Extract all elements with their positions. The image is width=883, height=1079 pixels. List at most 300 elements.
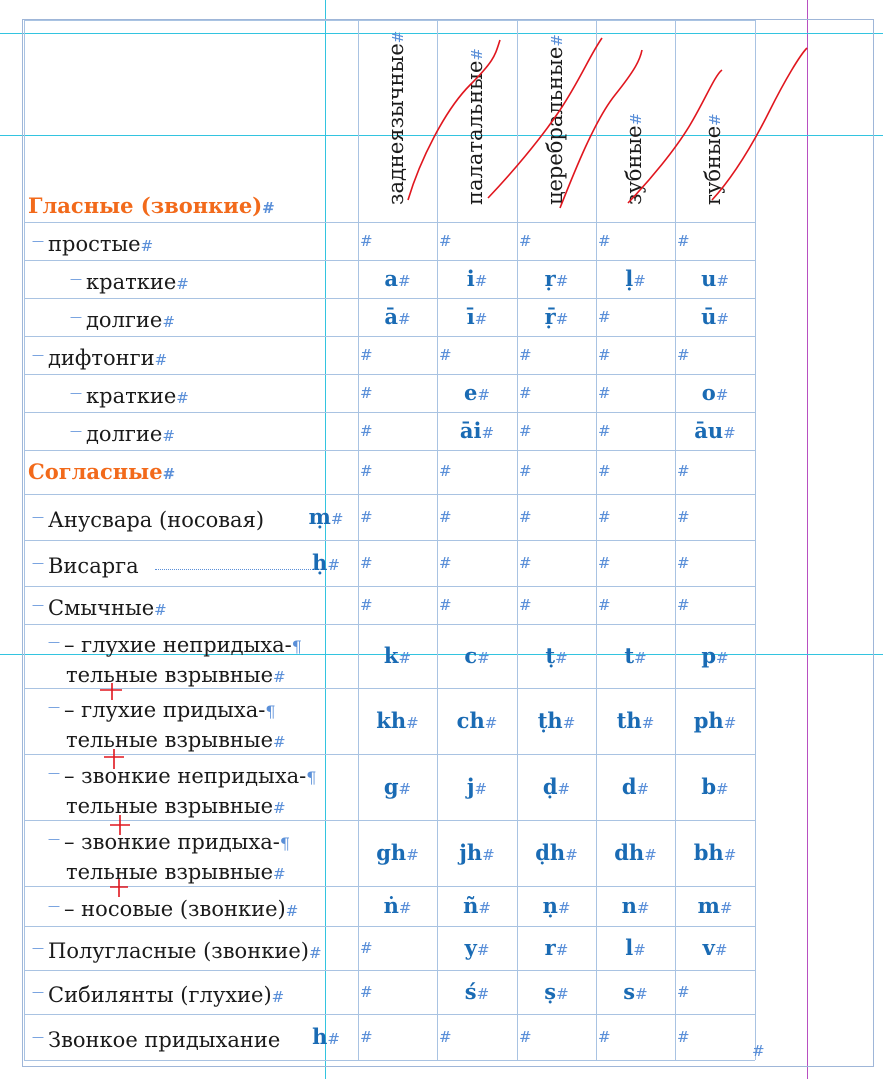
row-label-text: – носовые (звонкие) (64, 897, 286, 921)
grid-hline (24, 624, 755, 625)
phoneme-cell (358, 266, 437, 291)
phoneme-cell (437, 418, 517, 443)
grid-hline (24, 1060, 755, 1061)
phoneme-text: bh (693, 840, 724, 865)
dash-marker: — (48, 832, 60, 846)
dash-marker: — (70, 310, 82, 324)
hash-marker: # (398, 899, 412, 917)
phoneme-cell (675, 643, 755, 668)
grid-hline (24, 494, 755, 495)
hash-marker: # (555, 272, 569, 290)
phoneme-cell (358, 893, 437, 918)
empty-cell-marker: # (677, 462, 690, 480)
row-label (70, 304, 175, 335)
phoneme-cell (517, 840, 596, 865)
phoneme-text: o (701, 380, 716, 405)
phoneme-cell (596, 266, 675, 291)
phoneme-cell (675, 266, 755, 291)
empty-cell-marker: # (677, 508, 690, 526)
column-header (463, 48, 487, 205)
dash-marker: — (32, 598, 44, 612)
phoneme-cell (437, 304, 517, 329)
column-header (701, 113, 725, 205)
row-label-text: простые (48, 232, 141, 256)
dash-marker: — (32, 556, 44, 570)
hash-marker: # (565, 846, 578, 864)
pilcrow-marker: ¶ (265, 702, 276, 721)
hash-marker: # (633, 941, 646, 959)
hash-marker: # (481, 424, 495, 442)
leader-dots (155, 569, 315, 570)
phoneme-text: ś (464, 979, 477, 1004)
hash-marker: # (633, 272, 646, 290)
phoneme-cell (596, 935, 675, 960)
hash-marker: # (176, 389, 189, 407)
hash-marker: # (719, 899, 733, 917)
hash-marker: # (162, 465, 176, 483)
empty-cell-marker: # (598, 508, 611, 526)
dash-marker: — (32, 985, 44, 999)
row-label-tail (306, 504, 346, 529)
row-label-text: Висарга (48, 554, 139, 578)
row-label (32, 592, 167, 623)
grid-hline (24, 336, 755, 337)
hash-marker: # (285, 902, 299, 920)
row-label-text: Смычные (48, 596, 155, 620)
dash-marker: — (48, 700, 60, 714)
hash-marker: # (398, 310, 411, 328)
empty-cell-marker: # (677, 232, 690, 250)
phoneme-text: ḍh (535, 840, 566, 865)
row-label (32, 504, 264, 533)
phoneme-text: ṛ (544, 266, 556, 291)
dash-marker: — (32, 510, 44, 524)
grid-vline (755, 20, 756, 1060)
phoneme-cell (437, 708, 517, 733)
grid-hline (24, 412, 755, 413)
empty-cell-marker: # (439, 508, 452, 526)
phoneme-text: b (701, 774, 717, 799)
row-label (32, 1024, 280, 1053)
phoneme-text: āi (459, 418, 482, 443)
hash-marker: # (474, 780, 488, 798)
phoneme-text: a (384, 266, 399, 291)
empty-cell-marker: # (360, 554, 373, 572)
phoneme-cell (517, 935, 596, 960)
phoneme-cell (675, 893, 755, 918)
row-label-text: – звонкие придыха- (64, 830, 280, 854)
phoneme-cell (675, 840, 755, 865)
hash-marker: # (644, 846, 657, 864)
row-label-tail (306, 550, 346, 575)
hash-marker: # (273, 733, 286, 751)
hash-marker: # (154, 351, 168, 369)
phoneme-text: th (616, 708, 642, 733)
empty-cell-marker: # (439, 554, 452, 572)
row-label (48, 893, 298, 924)
row-label-text: краткие (86, 384, 177, 408)
hash-marker: # (308, 944, 322, 962)
empty-cell-marker: # (598, 554, 611, 572)
hash-marker: # (330, 510, 344, 528)
empty-cell-marker: # (360, 939, 373, 957)
row-label-line2 (48, 792, 316, 822)
empty-cell-marker: # (360, 384, 373, 402)
empty-cell-marker: # (598, 232, 611, 250)
hash-marker: # (406, 714, 419, 732)
hash-marker: # (162, 313, 175, 331)
phoneme-text: ṭh (537, 708, 563, 733)
phoneme-cell (437, 979, 517, 1004)
hash-marker: # (634, 649, 647, 667)
dash-marker: — (48, 766, 60, 780)
hash-marker: # (636, 780, 650, 798)
row-label (32, 228, 153, 259)
row-label-text: тельные взрывные (66, 794, 274, 818)
phoneme-text: e (464, 380, 478, 405)
empty-cell-marker: # (598, 384, 611, 402)
dash-marker: — (48, 635, 60, 649)
row-label-text: тельные взрывные (66, 860, 274, 884)
row-label-text: Анусвара (носовая) (48, 508, 265, 532)
phoneme-cell (596, 840, 675, 865)
pilcrow-marker: ¶ (279, 834, 291, 853)
phoneme-text: y (464, 935, 477, 960)
phoneme-text: ṣ (544, 979, 557, 1004)
dash-marker: — (70, 272, 82, 286)
empty-cell-marker: # (598, 346, 611, 364)
phoneme-text: gh (376, 840, 407, 865)
row-label-text: тельные взрывные (66, 663, 274, 687)
phoneme-cell (675, 774, 755, 799)
grid-hline (24, 1014, 755, 1015)
phoneme-text: ṝ (544, 304, 556, 329)
hash-marker: # (716, 780, 729, 798)
row-label-tail-text: ḥ (312, 550, 328, 575)
hash-marker: # (474, 272, 488, 290)
empty-cell-marker: # (598, 308, 611, 326)
empty-cell-marker: # (598, 596, 611, 614)
phoneme-text: ī (466, 304, 475, 329)
empty-cell-marker: # (677, 554, 690, 572)
phoneme-text: i (466, 266, 475, 291)
grid-hline (24, 260, 755, 261)
phoneme-cell (596, 774, 675, 799)
phoneme-text: ch (456, 708, 485, 733)
row-label-line1 (48, 693, 286, 726)
grid-hline (24, 540, 755, 541)
hash-marker: # (557, 899, 571, 917)
empty-cell-marker: # (439, 232, 452, 250)
row-label-line2 (48, 726, 286, 756)
row-label-line2 (48, 661, 302, 691)
empty-cell-marker: # (677, 346, 690, 364)
phoneme-cell (358, 774, 437, 799)
empty-cell-marker: # (519, 1028, 532, 1046)
phoneme-text: d (621, 774, 637, 799)
phoneme-cell (358, 304, 437, 329)
empty-cell-marker: # (439, 462, 452, 480)
phoneme-cell (437, 643, 517, 668)
hash-marker: # (398, 780, 412, 798)
hash-marker: # (557, 780, 571, 798)
hash-marker: # (636, 899, 650, 917)
hash-marker: # (706, 113, 724, 126)
phoneme-cell (437, 840, 517, 865)
empty-cell-marker: # (360, 422, 373, 440)
phoneme-cell (675, 380, 755, 405)
row-label-line1 (48, 628, 302, 661)
empty-cell-marker: # (519, 462, 532, 480)
dash-marker: — (32, 348, 44, 362)
phoneme-text: s (623, 979, 636, 1004)
row-label-text: краткие (86, 270, 177, 294)
phoneme-cell (358, 643, 437, 668)
section-heading-consonants (28, 459, 175, 487)
phoneme-text: kh (376, 708, 407, 733)
row-label (32, 935, 322, 966)
phoneme-cell (596, 708, 675, 733)
hash-marker: # (398, 649, 412, 667)
hash-marker: # (723, 714, 737, 732)
hash-marker: # (476, 985, 490, 1003)
row-label (70, 266, 189, 297)
empty-cell-marker: # (519, 384, 532, 402)
phoneme-text: g (383, 774, 399, 799)
row-label-tail-text: h (312, 1024, 328, 1049)
row-label-tail-text: ṃ (308, 504, 331, 529)
hash-marker: # (556, 985, 569, 1003)
hash-marker: # (716, 310, 729, 328)
phoneme-text: ā (384, 304, 399, 329)
hash-marker: # (478, 899, 491, 917)
phoneme-cell (517, 979, 596, 1004)
hash-marker: # (723, 846, 737, 864)
table-end-marker: # (752, 1042, 765, 1060)
row-label (70, 380, 189, 411)
hash-marker: # (154, 601, 167, 619)
hash-marker: # (484, 714, 498, 732)
empty-cell-marker: # (439, 1028, 452, 1046)
empty-cell-marker: # (598, 422, 611, 440)
column-header (622, 113, 646, 205)
empty-cell-marker: # (519, 596, 532, 614)
phoneme-text: v (702, 935, 715, 960)
phoneme-text: j (466, 774, 475, 799)
column-header (543, 34, 567, 205)
pilcrow-marker: ¶ (291, 637, 302, 656)
row-label-line2 (48, 858, 290, 888)
row-label (32, 342, 167, 373)
grid-hline (24, 20, 755, 21)
row-label (48, 759, 316, 822)
empty-cell-marker: # (598, 462, 611, 480)
phoneme-text: āu (694, 418, 724, 443)
hash-marker: # (641, 714, 655, 732)
hash-marker: # (562, 714, 576, 732)
phoneme-text: dh (614, 840, 645, 865)
hash-marker: # (176, 275, 189, 293)
phoneme-text: p (701, 643, 717, 668)
hash-marker: # (626, 112, 645, 126)
empty-cell-marker: # (598, 1028, 611, 1046)
empty-cell-marker: # (439, 596, 452, 614)
hash-marker: # (327, 1030, 340, 1048)
hash-marker: # (474, 310, 488, 328)
hash-marker: # (273, 668, 286, 686)
row-label-text: – глухие непридыха- (64, 633, 292, 657)
phoneme-text: ph (693, 708, 724, 733)
phoneme-text: ṅ (383, 893, 399, 918)
row-label-line1 (48, 759, 316, 792)
dash-marker: — (32, 941, 44, 955)
column-header (384, 31, 408, 205)
hash-marker: # (555, 941, 569, 959)
column-header-text: зубные (621, 125, 646, 205)
phoneme-text: k (383, 643, 399, 668)
hash-marker: # (555, 310, 569, 328)
hash-marker: # (482, 846, 495, 864)
row-label-line1 (48, 825, 290, 858)
row-label (48, 628, 302, 691)
hash-marker: # (635, 985, 648, 1003)
phoneme-text: ṇ (542, 893, 558, 918)
row-label-text: Полугласные (звонкие) (48, 939, 309, 963)
phoneme-cell (358, 708, 437, 733)
row-label (48, 693, 286, 756)
phoneme-cell (517, 643, 596, 668)
empty-cell-marker: # (439, 346, 452, 364)
dash-marker: — (32, 234, 44, 248)
empty-cell-marker: # (519, 508, 532, 526)
row-label-text: дифтонги (48, 346, 155, 370)
hash-marker: # (262, 199, 275, 217)
hash-marker: # (162, 427, 175, 445)
row-label-text: Звонкое придыхание (48, 1028, 281, 1052)
hash-marker: # (716, 272, 729, 290)
grid-hline (24, 298, 755, 299)
empty-cell-marker: # (677, 1028, 690, 1046)
column-header-text: церебральные (542, 46, 567, 205)
hash-marker: # (723, 424, 736, 442)
phoneme-cell (675, 935, 755, 960)
hash-marker: # (388, 30, 407, 44)
phoneme-cell (517, 266, 596, 291)
column-header-text: заднеязычные (383, 43, 408, 205)
section-heading-text: Гласные (звонкие) (28, 193, 263, 218)
empty-cell-marker: # (360, 1028, 373, 1046)
phoneme-cell (675, 708, 755, 733)
row-label-text: Сибилянты (глухие) (48, 983, 272, 1007)
phoneme-cell (675, 418, 755, 443)
section-heading-vowels (28, 193, 275, 221)
grid-hline (24, 926, 755, 927)
section-heading-text: Согласные (28, 459, 163, 484)
empty-cell-marker: # (360, 596, 373, 614)
hash-marker: # (716, 649, 729, 667)
phoneme-text: ṭ (545, 643, 556, 668)
row-label-text: – звонкие непридыха- (64, 764, 307, 788)
phoneme-cell (517, 304, 596, 329)
hash-marker: # (477, 386, 490, 404)
phoneme-text: jh (459, 840, 483, 865)
hash-marker: # (273, 865, 286, 883)
phoneme-cell (596, 643, 675, 668)
empty-cell-marker: # (360, 232, 373, 250)
dash-marker: — (48, 899, 60, 913)
phoneme-cell (437, 935, 517, 960)
hash-marker: # (715, 386, 729, 404)
empty-cell-marker: # (677, 596, 690, 614)
row-label-text: долгие (86, 422, 163, 446)
empty-cell-marker: # (360, 346, 373, 364)
phoneme-cell (517, 774, 596, 799)
empty-cell-marker: # (519, 422, 532, 440)
phoneme-cell (437, 774, 517, 799)
phoneme-text: c (464, 643, 478, 668)
phoneme-cell (437, 380, 517, 405)
phoneme-cell (517, 708, 596, 733)
phoneme-cell (596, 893, 675, 918)
phoneme-cell (437, 893, 517, 918)
phoneme-text: u (701, 266, 717, 291)
hash-marker: # (327, 556, 340, 574)
row-label-text: – глухие придыха- (64, 698, 266, 722)
hash-marker: # (476, 941, 490, 959)
phoneme-text: ū (701, 304, 717, 329)
phoneme-text: r (544, 935, 556, 960)
phoneme-cell (596, 979, 675, 1004)
empty-cell-marker: # (677, 983, 690, 1001)
row-label-text: долгие (86, 308, 163, 332)
hash-marker: # (714, 941, 728, 959)
empty-cell-marker: # (519, 346, 532, 364)
hash-marker: # (273, 799, 286, 817)
row-label (32, 550, 139, 579)
empty-cell-marker: # (360, 508, 373, 526)
row-label (70, 418, 175, 449)
phoneme-cell (437, 266, 517, 291)
hash-marker: # (477, 649, 490, 667)
phoneme-text: ḍ (542, 774, 558, 799)
empty-cell-marker: # (519, 232, 532, 250)
hash-marker: # (468, 47, 486, 61)
row-label-text: тельные взрывные (66, 728, 274, 752)
phoneme-text: ñ (463, 893, 479, 918)
grid-hline (24, 222, 755, 223)
pilcrow-marker: ¶ (306, 768, 317, 787)
hash-marker: # (555, 649, 568, 667)
phoneme-cell (675, 304, 755, 329)
hash-marker: # (406, 846, 419, 864)
row-label (48, 825, 290, 888)
phoneme-text: n (621, 893, 637, 918)
column-header-text: палатальные (463, 60, 487, 205)
phoneme-text: m (697, 893, 720, 918)
grid-hline (24, 970, 755, 971)
column-header-text: губные (701, 125, 725, 205)
row-label-tail (306, 1024, 346, 1049)
phoneme-text: l (625, 935, 634, 960)
dash-marker: — (70, 424, 82, 438)
hash-marker: # (398, 272, 411, 290)
grid-hline (24, 586, 755, 587)
dash-marker: — (70, 386, 82, 400)
grid-hline (24, 374, 755, 375)
grid-hline (24, 450, 755, 451)
row-label (32, 979, 284, 1010)
dash-marker: — (32, 1030, 44, 1044)
